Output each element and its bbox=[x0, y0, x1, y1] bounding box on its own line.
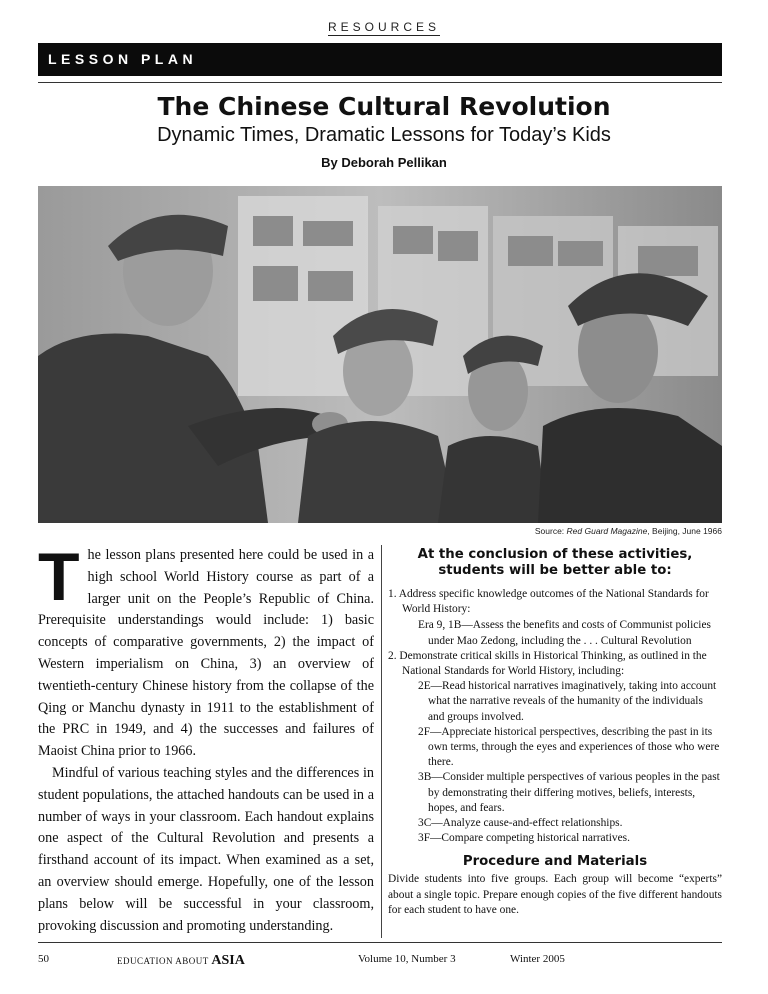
objective-subitem: 3F—Compare competing historical narratives. bbox=[418, 832, 630, 845]
objective-subitem: 2E—Read historical narratives imaginatively, taking into account what the narrative reveals of the humanity of the individuals and groups involved. bbox=[418, 680, 717, 723]
drop-cap: T bbox=[38, 539, 80, 615]
article-subtitle: Dynamic Times, Dramatic Lessons for Today’s Kids bbox=[157, 124, 611, 146]
procedure-heading: Procedure and Materials bbox=[462, 854, 648, 870]
objective-item: 2. Demonstrate critical skills in Historical Thinking, as outlined in the National Standards for World History, including: bbox=[388, 649, 707, 678]
article-byline: By Deborah Pellikan bbox=[321, 155, 447, 170]
issue-date: Winter 2005 bbox=[510, 953, 565, 965]
article-body bbox=[38, 539, 374, 937]
column-divider bbox=[381, 545, 382, 938]
photo-illustration bbox=[38, 186, 722, 523]
footer-divider bbox=[38, 942, 722, 943]
banner-divider bbox=[38, 82, 722, 83]
red-guard-photo bbox=[38, 186, 722, 523]
photo-caption: Source: Red Guard Magazine, Beijing, June 1966 bbox=[534, 526, 722, 536]
objective-item: 1. Address specific knowledge outcomes of the National Standards for World History: bbox=[388, 588, 709, 616]
volume-info: Volume 10, Number 3 bbox=[358, 953, 456, 965]
objective-subitem: Era 9, 1B—Assess the benefits and costs of Communist policies under Mao Zedong, including the . . . Cultural Revolution bbox=[418, 619, 711, 647]
lesson-plan-banner: LESSON PLAN bbox=[38, 43, 722, 76]
procedure-text: Divide students into five groups. Each group will become “experts” about a single topic. Prepare enough copies of the five different handouts for each student to have one. bbox=[388, 873, 722, 916]
section-label: RESOURCES bbox=[327, 20, 440, 34]
objective-subitem: 2F—Appreciate historical perspectives, describing the past in its own terms, through the eyes and experiences of those who were there. bbox=[418, 725, 720, 769]
page-number: 50 bbox=[38, 953, 49, 965]
article-title: The Chinese Cultural Revolution bbox=[157, 92, 611, 121]
objectives-heading: At the conclusion of these activities, students will be better able to: bbox=[417, 547, 693, 578]
magazine-name: EDUCATION ABOUT ASIA bbox=[117, 953, 245, 968]
objective-subitem: 3B—Consider multiple perspectives of various peoples in the past by demonstrating their differing motives, beliefs, interests, hopes, and fears. bbox=[418, 771, 720, 814]
objective-subitem: 3C—Analyze cause-and-effect relationships. bbox=[418, 817, 623, 830]
body-paragraph-2: Mindful of various teaching styles and the differences in student populations, the attached handouts can be used in a number of ways in your classroom. Each handout explains one aspect of the Cultural Revolution and presents a firsthand account of its impact. When examined as a set, an overview should emerge. Hopefully, one of the lesson plans below will be successful in your classroom, provoking discussion and promoting understanding. bbox=[38, 764, 374, 934]
body-paragraph-1: The lesson plans presented here could be used in a high school World History course as part of a larger unit on the People’s Republic of China. Prerequisite understandings would include: 1) basic concepts of comparative governments, 2) the impact of Western imperialism on China, 3) an overview of twentieth-century Chinese history from the collapse of the Qing or Manchu dynasty in 1911 to the establishment of the PRC in 1949, and 4) the successes and failures of Maoist China prior to 1966. bbox=[38, 539, 374, 760]
objectives-sidebar bbox=[388, 547, 722, 918]
